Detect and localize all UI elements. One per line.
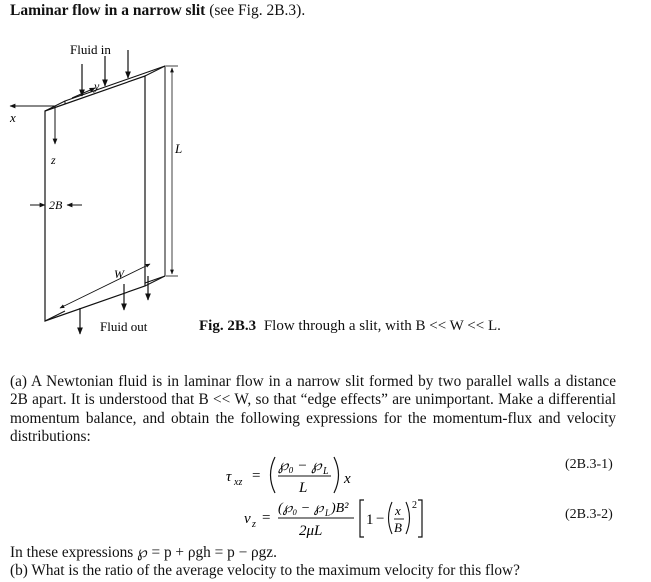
fluid-out-label: Fluid out — [100, 319, 148, 334]
equation-2B3-1 — [210, 452, 390, 498]
2B-label: 2B — [49, 198, 63, 212]
slit-flow-figure — [0, 36, 200, 336]
eq2-lhs-sub: z — [252, 519, 256, 530]
eq2-number: (2B.3-2) — [565, 507, 613, 522]
eq2-minus: − — [376, 511, 385, 527]
eq1-numerator: ℘₀ − ℘ — [278, 458, 322, 474]
eq1-trailing-x: x — [344, 471, 351, 487]
equation-2B3-2 — [210, 496, 430, 542]
part-a-text: (a) A Newtonian fluid is in laminar flow in a narrow slit formed by two parallel walls a distance 2B apart. It is understood that B << W, so that “edge effects” are unimportant. Make a differential momentum balance, and obtain the following expressions for the momentum-flux and velocity distributions: — [10, 373, 616, 445]
eq2-inner-denominator: B — [394, 520, 402, 535]
fluid-in-label: Fluid in — [70, 42, 111, 57]
W-label: W — [114, 267, 124, 281]
figure-caption-label: Fig. 2B.3 — [199, 318, 257, 334]
problem-title-rest: (see Fig. 2B.3). — [205, 2, 306, 19]
eq1-number: (2B.3-1) — [565, 457, 613, 472]
figure-caption — [199, 318, 501, 335]
z-axis-label: z — [51, 153, 56, 167]
eq2-numerator-tail: )B² — [331, 501, 349, 516]
eq2-one: 1 — [366, 512, 374, 528]
eq2-left-bracket — [360, 500, 364, 537]
figure-caption-text: Flow through a slit, with B << W << L. — [263, 318, 501, 334]
eq1-lhs: τ — [226, 469, 232, 485]
x-axis-label: x — [10, 110, 16, 125]
eq2-power: 2 — [412, 500, 417, 511]
problem-title-bold: Laminar flow in a narrow slit — [10, 2, 206, 19]
y-axis-label: y — [94, 79, 100, 93]
eq2-numerator-sub: L — [325, 508, 331, 518]
eq2-denominator: 2μL — [299, 523, 323, 539]
eq1-numerator-sub: L — [323, 466, 329, 477]
eq1-right-paren — [334, 457, 339, 493]
eq2-numerator: (℘₀ − ℘ — [278, 501, 324, 516]
eq2-inner-left-paren — [389, 502, 393, 534]
eq1-denominator: L — [299, 480, 308, 496]
eq2-lhs: v — [244, 511, 251, 527]
pressure-note: In these expressions ℘ = p + ρgh = p − ρgz. — [10, 544, 277, 561]
eq1-left-paren — [271, 457, 276, 493]
part-b-text: (b) What is the ratio of the average velocity to the maximum velocity for this flow? — [10, 562, 520, 579]
problem-title — [10, 2, 305, 20]
L-label: L — [175, 141, 183, 156]
eq2-right-bracket — [418, 500, 422, 537]
eq2-inner-numerator: x — [395, 503, 401, 518]
eq2-inner-right-paren — [406, 502, 410, 534]
eq2-equals: = — [262, 510, 271, 526]
eq1-lhs-sub: xz — [234, 477, 243, 488]
eq1-equals: = — [252, 468, 261, 484]
